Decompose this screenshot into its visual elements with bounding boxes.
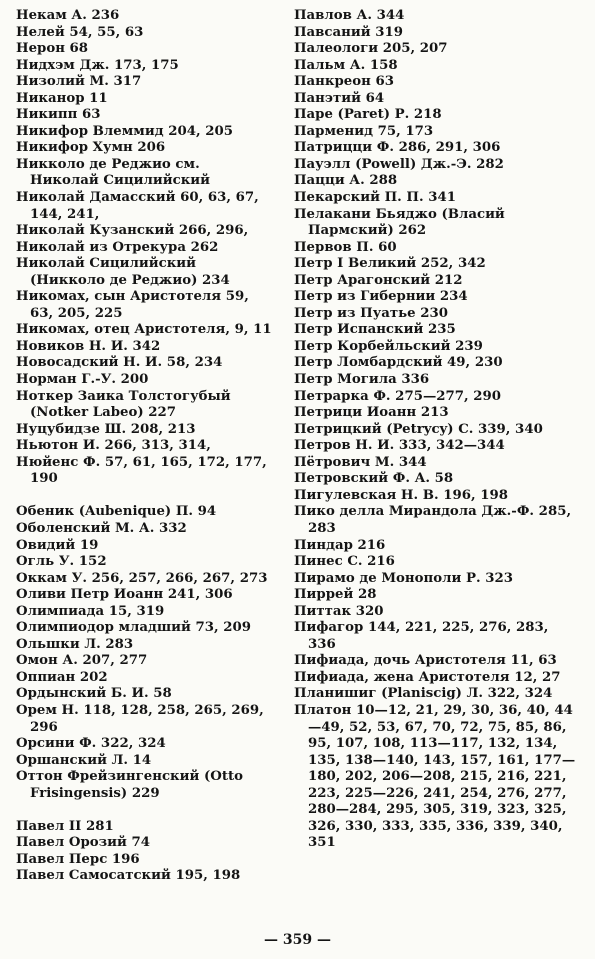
letter-section-gap [16, 488, 272, 505]
index-entry: Никомах, отец Аристотеля, 9, 11 [16, 322, 272, 338]
index-entry: Пауэлл (Powell) Дж.-Э. 282 [294, 156, 504, 172]
index-entry: Ноткер Заика Толстогубый (Notker Labeo) 227 [16, 388, 231, 421]
index-entry: Нелей 54, 55, 63 [16, 24, 144, 40]
index-entry: Оливи Петр Иоанн 241, 306 [16, 587, 233, 603]
page-number: — 359 — [264, 932, 331, 948]
index-entry: Пиндар 216 [294, 537, 386, 553]
index-entry: Паре (Paret) Р. 218 [294, 107, 442, 123]
index-entry: Петр I Великий 252, 342 [294, 256, 486, 272]
index-entry: Ньютон И. 266, 313, 314, [16, 438, 211, 454]
index-entry: Никифор Влеммид 204, 205 [16, 123, 233, 139]
index-entry: Никколо де Реджио см. Николай Сицилийский [16, 156, 211, 189]
index-entry: Павлов А. 344 [294, 8, 405, 23]
index-entry: Павел Орозий 74 [16, 835, 150, 851]
index-entry: Петр из Пуатье 230 [294, 305, 448, 321]
index-entry: Панэтий 64 [294, 90, 385, 106]
index-entry: Петр Арагонский 212 [294, 272, 463, 288]
letter-section-gap [16, 802, 272, 819]
index-entry: Оппиан 202 [16, 669, 108, 685]
index-entry: Новиков Н. И. 342 [16, 338, 161, 354]
index-entry: Пигулевская Н. В. 196, 198 [294, 487, 509, 503]
index-entry: Петр Ломбардский 49, 230 [294, 355, 503, 371]
index-entry: Петрицкий (Petrycy) С. 339, 340 [294, 421, 543, 437]
index-entry: Питтак 320 [294, 603, 384, 619]
index-entry: Пекарский П. П. 341 [294, 190, 456, 206]
index-entry: Петр из Гибернии 234 [294, 289, 468, 305]
index-entry: Оттон Фрейзингенский (Otto Frisingensis) 229 [16, 769, 244, 801]
index-entry: Нюйенс Ф. 57, 61, 165, 172, 177, 190 [16, 454, 267, 487]
index-entry: Овидий 19 [16, 537, 99, 553]
index-entry: Платон 10—12, 21, 29, 30, 36, 40, 44—49, 52, 53, 67, 70, 72, 75, 85, 86, 95, 107, 108, 113—117, 132, 134, 135, 138—140, 143, 157, 161, 177—180, 202, 206—208, 215, 216, 221, 223, 225—226, 241, 254, 276, 277, 280—284, 295, 305, 319, 323, 325, 326, 330, 333, 335, 336, 339, 340, 351 [294, 702, 576, 851]
index-entry: Николай Сицилийский (Никколо де Реджио) 234 [16, 256, 230, 288]
index-entry: Николай Дамасский 60, 63, 67, 144, 241, [16, 190, 259, 222]
index-entry: Пальм А. 158 [294, 57, 398, 73]
index-entry: Ольшки Л. 283 [16, 636, 134, 652]
index-entry: Павел Перс 196 [16, 851, 140, 867]
index-entry: Нерон 68 [16, 41, 89, 57]
index-entry: Обеник (Aubenique) П. 94 [16, 504, 217, 520]
index-entry: Петр Корбейльский 239 [294, 338, 483, 354]
index-column-right [294, 8, 580, 852]
index-entry: Пифиада, жена Аристотеля 12, 27 [294, 669, 561, 685]
index-entry: Никипп 63 [16, 107, 101, 123]
index-entry: Ордынский Б. И. 58 [16, 686, 172, 702]
index-entry: Орем Н. 118, 128, 258, 265, 269, 296 [16, 702, 264, 735]
index-entry: Омон А. 207, 277 [16, 653, 148, 669]
index-entry: Низолий М. 317 [16, 74, 142, 90]
index-entry: Пико делла Мирандола Дж.-Ф. 285, 283 [294, 504, 572, 536]
index-entry: Петрици Иоанн 213 [294, 405, 449, 421]
index-entry: Олимпиада 15, 319 [16, 603, 165, 619]
index-entry: Петр Испанский 235 [294, 322, 456, 338]
index-entry: Патрицци Ф. 286, 291, 306 [294, 140, 501, 156]
index-entry: Панкреон 63 [294, 74, 394, 90]
index-entry: Нуцубидзе Ш. 208, 213 [16, 421, 196, 437]
index-entry: Николай Кузанский 266, 296, [16, 223, 249, 239]
index-entry: Петрарка Ф. 275—277, 290 [294, 388, 502, 404]
index-entry: Пацци А. 288 [294, 173, 398, 189]
index-entry: Нидхэм Дж. 173, 175 [16, 57, 179, 73]
index-entry: Новосадский Н. И. 58, 234 [16, 355, 223, 371]
index-entry: Пелакани Бьяджо (Власий Пармский) 262 [294, 206, 505, 239]
index-entry: Никифор Хумн 206 [16, 140, 166, 156]
index-entry: Некам А. 236 [16, 8, 120, 23]
index-entry: Пиррей 28 [294, 587, 377, 603]
index-entry: Орсини Ф. 322, 324 [16, 736, 166, 752]
index-entry: Петров Н. И. 333, 342—344 [294, 438, 505, 454]
index-entry: Никомах, сын Аристотеля 59, 63, 205, 225 [16, 289, 249, 321]
index-entry: Никанор 11 [16, 90, 108, 106]
index-entry: Павсаний 319 [294, 24, 403, 40]
index-entry: Оккам У. 256, 257, 266, 267, 273 [16, 570, 268, 586]
index-column-left [16, 8, 272, 885]
index-entry: Петровский Ф. А. 58 [294, 471, 454, 487]
index-entry: Павел II 281 [16, 818, 114, 834]
index-entry: Пифиада, дочь Аристотеля 11, 63 [294, 653, 557, 669]
index-entry: Олимпиодор младший 73, 209 [16, 620, 252, 636]
index-entry: Норман Г.-У. 200 [16, 372, 149, 388]
index-entry: Планишиг (Planiscig) Л. 322, 324 [294, 686, 553, 702]
index-entry: Пирамо де Монополи Р. 323 [294, 570, 514, 586]
index-entry: Палеологи 205, 207 [294, 41, 448, 57]
index-entry: Парменид 75, 173 [294, 123, 434, 139]
index-entry: Оршанский Л. 14 [16, 752, 152, 768]
index-entry: Пифагор 144, 221, 225, 276, 283, 336 [294, 620, 549, 652]
index-entry: Пётрович М. 344 [294, 454, 427, 470]
index-entry: Огль У. 152 [16, 554, 107, 570]
index-entry: Первов П. 60 [294, 239, 397, 255]
index-entry: Петр Могила 336 [294, 372, 430, 388]
index-entry: Оболенский М. А. 332 [16, 520, 187, 536]
index-entry: Павел Самосатский 195, 198 [16, 868, 241, 884]
index-entry: Пинес С. 216 [294, 554, 395, 570]
index-entry: Николай из Отрекура 262 [16, 239, 219, 255]
